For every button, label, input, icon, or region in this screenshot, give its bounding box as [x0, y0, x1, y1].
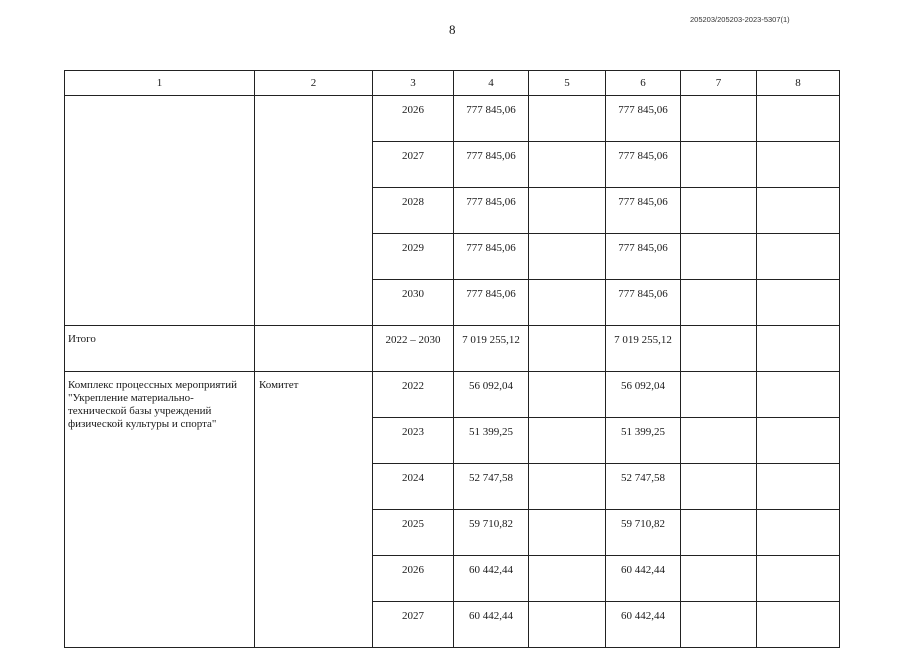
total-row	[65, 326, 840, 372]
amount-col5-cell	[529, 280, 606, 326]
column-header: 2	[255, 71, 373, 96]
amount-col7-cell	[681, 280, 757, 326]
column-header: 4	[454, 71, 529, 96]
amount-col6-cell: 777 845,06	[606, 234, 681, 280]
table-row	[65, 96, 840, 142]
amount-col7-cell	[681, 326, 757, 372]
amount-col8-cell	[757, 188, 840, 234]
column-header: 5	[529, 71, 606, 96]
amount-col5-cell	[529, 372, 606, 418]
amount-col8-cell	[757, 280, 840, 326]
activity-name-cell	[65, 96, 255, 326]
amount-col6-cell: 7 019 255,12	[606, 326, 681, 372]
year-cell: 2029	[373, 234, 454, 280]
amount-total-cell: 777 845,06	[454, 280, 529, 326]
amount-col5-cell	[529, 510, 606, 556]
document-id: 205203/205203-2023-5307(1)	[690, 15, 790, 24]
year-cell: 2028	[373, 188, 454, 234]
amount-col7-cell	[681, 96, 757, 142]
amount-col8-cell	[757, 510, 840, 556]
amount-col6-cell: 59 710,82	[606, 510, 681, 556]
table-header-row	[65, 71, 840, 96]
amount-col8-cell	[757, 372, 840, 418]
amount-col8-cell	[757, 234, 840, 280]
year-cell: 2026	[373, 96, 454, 142]
column-header: 8	[757, 71, 840, 96]
amount-total-cell: 60 442,44	[454, 602, 529, 648]
activity-name-cell: Итого	[65, 326, 255, 372]
amount-col8-cell	[757, 556, 840, 602]
column-header: 3	[373, 71, 454, 96]
amount-col7-cell	[681, 556, 757, 602]
amount-col8-cell	[757, 142, 840, 188]
amount-col7-cell	[681, 602, 757, 648]
amount-col8-cell	[757, 602, 840, 648]
year-cell: 2022	[373, 372, 454, 418]
amount-col5-cell	[529, 556, 606, 602]
table-row	[65, 372, 840, 418]
year-cell: 2030	[373, 280, 454, 326]
responsible-cell	[255, 96, 373, 326]
amount-col5-cell	[529, 96, 606, 142]
amount-col6-cell: 777 845,06	[606, 142, 681, 188]
year-cell: 2027	[373, 602, 454, 648]
amount-col5-cell	[529, 188, 606, 234]
amount-col7-cell	[681, 510, 757, 556]
amount-col8-cell	[757, 96, 840, 142]
amount-col7-cell	[681, 464, 757, 510]
amount-col5-cell	[529, 234, 606, 280]
amount-col6-cell: 56 092,04	[606, 372, 681, 418]
amount-col5-cell	[529, 464, 606, 510]
amount-total-cell: 60 442,44	[454, 556, 529, 602]
amount-col7-cell	[681, 188, 757, 234]
amount-col8-cell	[757, 464, 840, 510]
amount-total-cell: 777 845,06	[454, 234, 529, 280]
amount-total-cell: 777 845,06	[454, 96, 529, 142]
amount-col7-cell	[681, 234, 757, 280]
column-header: 6	[606, 71, 681, 96]
year-cell: 2024	[373, 464, 454, 510]
amount-total-cell: 777 845,06	[454, 142, 529, 188]
amount-col6-cell: 52 747,58	[606, 464, 681, 510]
year-cell: 2027	[373, 142, 454, 188]
amount-total-cell: 52 747,58	[454, 464, 529, 510]
amount-col5-cell	[529, 142, 606, 188]
budget-table	[64, 70, 840, 648]
amount-total-cell: 777 845,06	[454, 188, 529, 234]
amount-total-cell: 59 710,82	[454, 510, 529, 556]
amount-col7-cell	[681, 372, 757, 418]
page-number: 8	[449, 22, 456, 37]
year-cell: 2025	[373, 510, 454, 556]
amount-total-cell: 56 092,04	[454, 372, 529, 418]
amount-col6-cell: 60 442,44	[606, 602, 681, 648]
amount-col8-cell	[757, 326, 840, 372]
amount-total-cell: 7 019 255,12	[454, 326, 529, 372]
column-header: 1	[65, 71, 255, 96]
amount-total-cell: 51 399,25	[454, 418, 529, 464]
amount-col5-cell	[529, 326, 606, 372]
year-range-cell: 2022 – 2030	[373, 326, 454, 372]
amount-col8-cell	[757, 418, 840, 464]
amount-col6-cell: 777 845,06	[606, 96, 681, 142]
amount-col6-cell: 777 845,06	[606, 280, 681, 326]
amount-col5-cell	[529, 418, 606, 464]
responsible-cell: Комитет	[255, 372, 373, 648]
amount-col6-cell: 51 399,25	[606, 418, 681, 464]
amount-col6-cell: 777 845,06	[606, 188, 681, 234]
activity-name-cell: Комплекс процессных мероприятий "Укрепление материально-технической базы учреждений физической культуры и спорта"	[65, 372, 255, 648]
amount-col7-cell	[681, 142, 757, 188]
responsible-cell	[255, 326, 373, 372]
column-header: 7	[681, 71, 757, 96]
amount-col7-cell	[681, 418, 757, 464]
year-cell: 2026	[373, 556, 454, 602]
amount-col5-cell	[529, 602, 606, 648]
amount-col6-cell: 60 442,44	[606, 556, 681, 602]
year-cell: 2023	[373, 418, 454, 464]
